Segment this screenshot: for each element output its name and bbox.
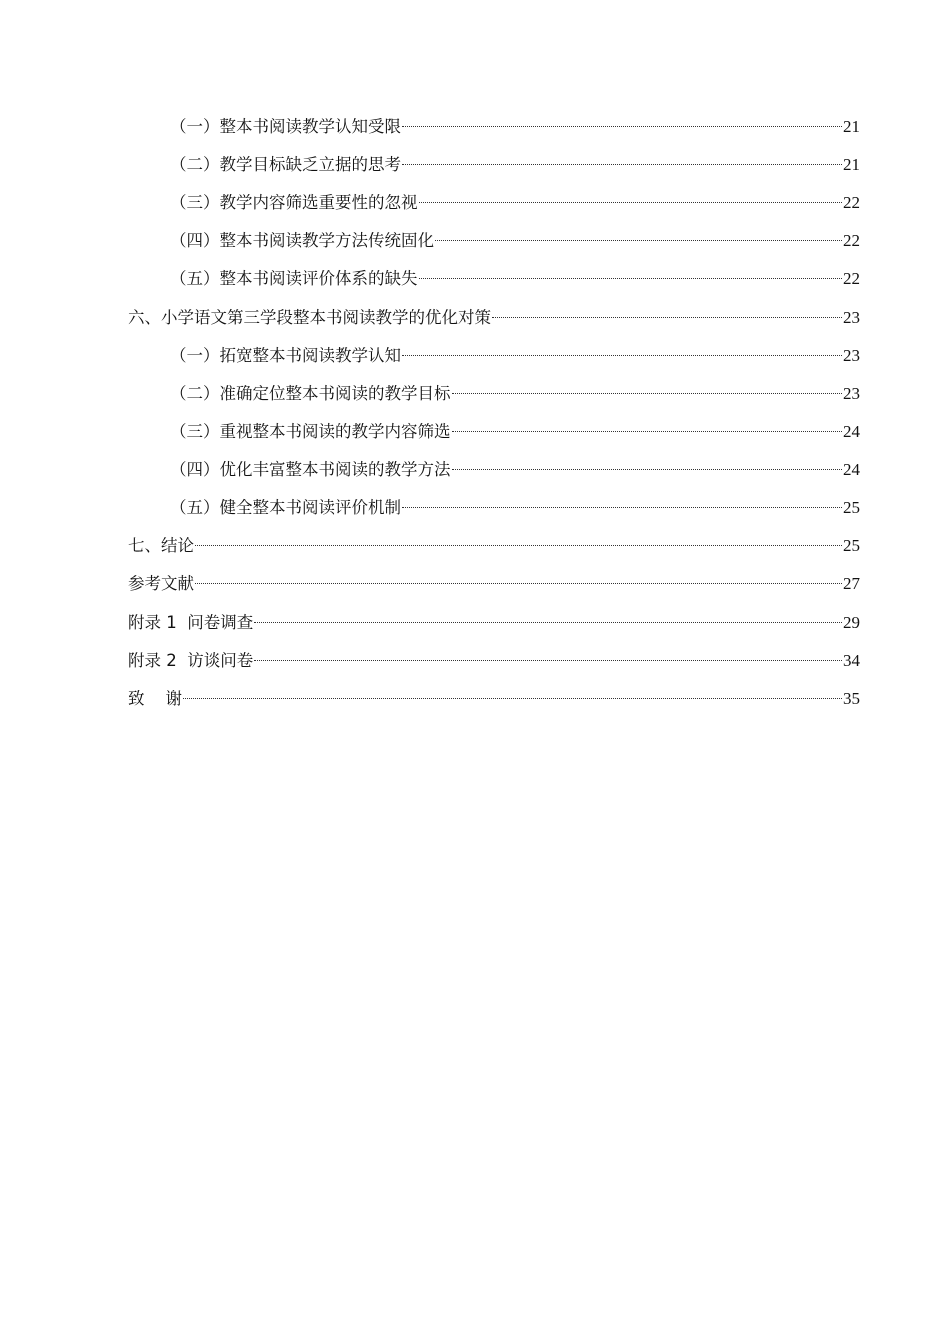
- toc-dot-leader: [195, 545, 842, 546]
- toc-page-number: 21: [843, 155, 860, 174]
- toc-dot-leader: [435, 240, 842, 241]
- toc-dot-leader: [402, 507, 842, 508]
- toc-page-number: 24: [843, 460, 860, 479]
- toc-dot-leader: [419, 202, 843, 203]
- toc-page-number: 35: [843, 689, 860, 708]
- toc-page-number: 29: [843, 613, 860, 632]
- toc-entry[interactable]: [128, 647, 860, 675]
- toc-entry[interactable]: [128, 609, 860, 637]
- toc-dot-leader: [402, 126, 842, 127]
- toc-entry[interactable]: [170, 113, 860, 141]
- toc-dot-leader: [452, 431, 843, 432]
- toc-dot-leader: [419, 278, 843, 279]
- toc-entry-title: （五）健全整本书阅读评价机制: [170, 498, 401, 517]
- toc-page-number: 24: [843, 422, 860, 441]
- toc-entry-title: （二）教学目标缺乏立据的思考: [170, 155, 401, 174]
- toc-page-number: 22: [843, 193, 860, 212]
- toc-page-number: 27: [843, 574, 860, 593]
- toc-entry[interactable]: [170, 227, 860, 255]
- toc-entry-title: 七、结论: [128, 536, 194, 555]
- toc-page-number: 25: [843, 498, 860, 517]
- toc-entry[interactable]: [170, 342, 860, 370]
- toc-entry-title: 六、小学语文第三学段整本书阅读教学的优化对策: [128, 308, 491, 327]
- toc-dot-leader: [195, 583, 842, 584]
- toc-entry-title: （二）准确定位整本书阅读的教学目标: [170, 384, 451, 403]
- toc-entry-title: （五）整本书阅读评价体系的缺失: [170, 269, 418, 288]
- toc-entry[interactable]: [128, 570, 860, 598]
- toc-entry-title: （三）重视整本书阅读的教学内容筛选: [170, 422, 451, 441]
- toc-entry[interactable]: [170, 456, 860, 484]
- toc-dot-leader: [452, 393, 843, 394]
- toc-entry[interactable]: [170, 380, 860, 408]
- toc-page-number: 21: [843, 117, 860, 136]
- toc-page-number: 22: [843, 231, 860, 250]
- toc-entry[interactable]: [128, 532, 860, 560]
- toc-entry[interactable]: [170, 494, 860, 522]
- toc-entry[interactable]: [128, 685, 860, 713]
- toc-entry-title: （四）整本书阅读教学方法传统固化: [170, 231, 434, 250]
- toc-page-number: 34: [843, 651, 860, 670]
- toc-entry-title: （三）教学内容筛选重要性的忽视: [170, 193, 418, 212]
- toc-entry[interactable]: [170, 151, 860, 179]
- toc-dot-leader: [254, 660, 842, 661]
- toc-page-number: 23: [843, 384, 860, 403]
- toc-dot-leader: [402, 164, 842, 165]
- toc-entry-title: 附录 2 访谈问卷: [128, 651, 254, 670]
- toc-entry-title: 附录 1 问卷调查: [128, 613, 254, 632]
- toc-page-number: 25: [843, 536, 860, 555]
- toc-page-number: 22: [843, 269, 860, 288]
- toc-entry-title: （一）整本书阅读教学认知受限: [170, 117, 401, 136]
- toc-entry-title: （一）拓宽整本书阅读教学认知: [170, 346, 401, 365]
- toc-dot-leader: [452, 469, 843, 470]
- toc-entry[interactable]: [128, 304, 860, 332]
- toc-entry[interactable]: [170, 189, 860, 217]
- toc-entry-title: 参考文献: [128, 574, 194, 593]
- toc-dot-leader: [402, 355, 842, 356]
- toc-dot-leader: [254, 622, 842, 623]
- toc-entry[interactable]: [170, 265, 860, 293]
- toc-entry-title: （四）优化丰富整本书阅读的教学方法: [170, 460, 451, 479]
- toc-dot-leader: [492, 317, 842, 318]
- toc-page-number: 23: [843, 308, 860, 327]
- toc-entry-title: 致 谢: [128, 689, 182, 708]
- toc-entry[interactable]: [170, 418, 860, 446]
- toc-page-number: 23: [843, 346, 860, 365]
- toc-dot-leader: [183, 698, 842, 699]
